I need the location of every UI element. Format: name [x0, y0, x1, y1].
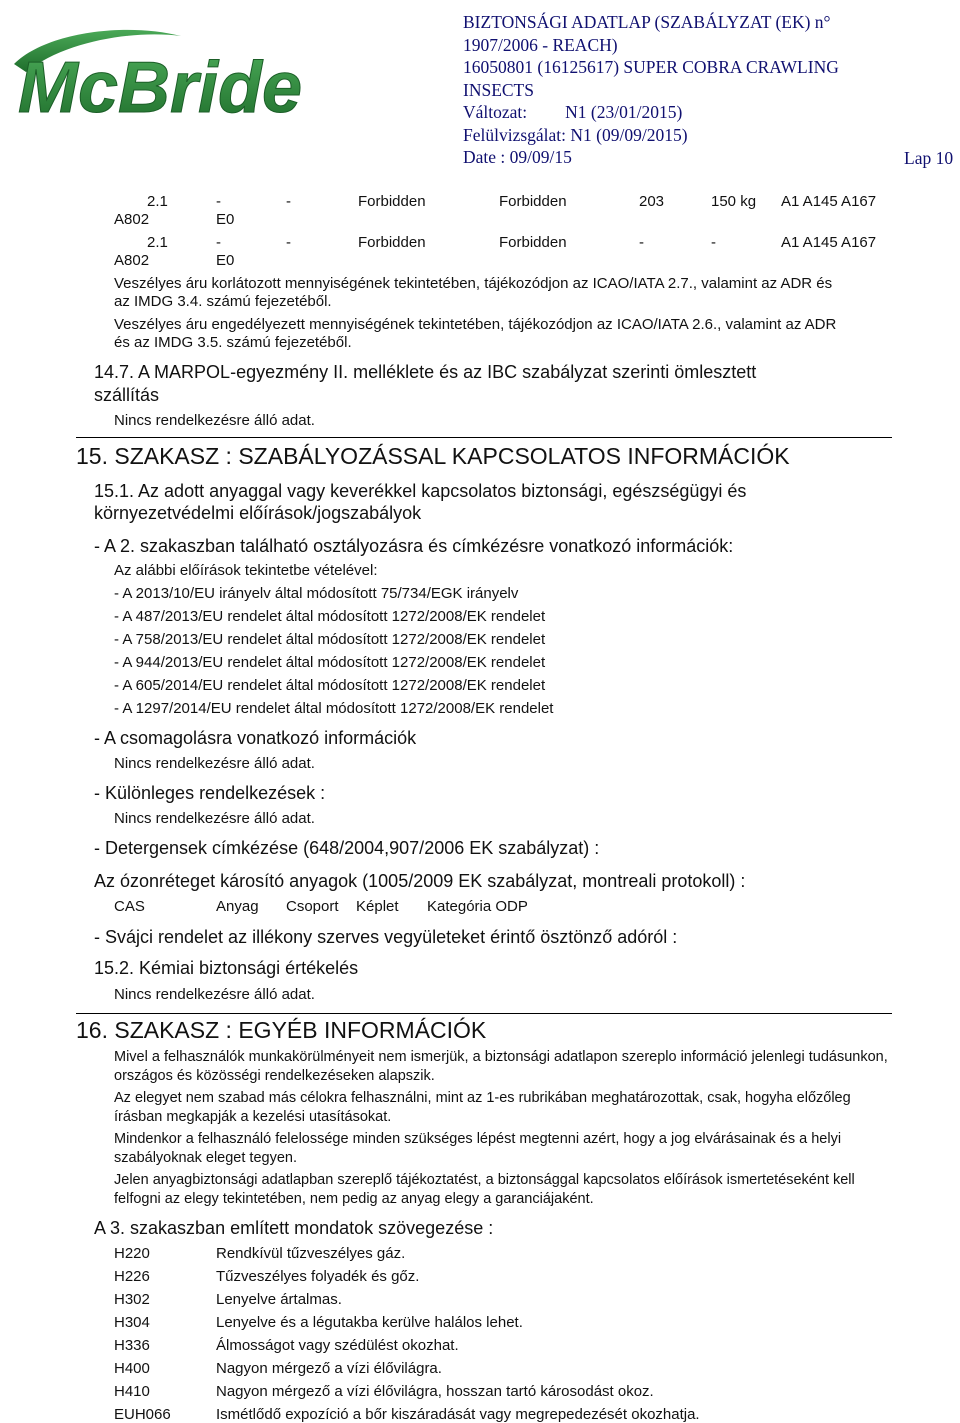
header-product-line: 16050801 (16125617) SUPER COBRA CRAWLING	[463, 57, 839, 77]
no-data-text: Nincs rendelkezésre álló adat.	[114, 412, 315, 429]
no-data-text: Nincs rendelkezésre álló adat.	[114, 810, 315, 827]
cell: -	[216, 234, 221, 251]
header-revision: Felülvizsgálat: N1 (09/09/2015)	[463, 124, 688, 145]
h-code: H302	[114, 1291, 150, 1308]
h-code: H220	[114, 1245, 150, 1262]
cell: -	[286, 193, 291, 210]
subsection-14-7-heading: 14.7. A MARPOL-egyezmény II. melléklete és az IBC szabályzat szerinti ömlesztett	[94, 362, 757, 382]
column-header: Anyag	[216, 898, 259, 915]
column-header: Kategória ODP	[427, 898, 528, 915]
section-15-title: 15. SZAKASZ : SZABÁLYOZÁSSAL KAPCSOLATOS INFORMÁCIÓK	[76, 443, 790, 469]
subsection-15-2-heading: 15.2. Kémiai biztonsági értékelés	[94, 958, 359, 978]
subsection-14-7-heading-cont: szállítás	[94, 385, 160, 405]
h-text: Tűzveszélyes folyadék és gőz.	[216, 1268, 420, 1285]
no-data-text: Nincs rendelkezésre álló adat.	[114, 755, 315, 772]
column-header: CAS	[114, 898, 145, 915]
cell: -	[711, 234, 716, 251]
ozone-heading: Az ózonréteget károsító anyagok (1005/2009 EK szabályzat, montreali protokoll) :	[94, 871, 746, 891]
subsection-15-1-heading-cont: környezetvédelmi előírások/jogszabályok	[94, 503, 422, 523]
h-code: H304	[114, 1314, 150, 1331]
detergent-heading: - Detergensek címkézése (648/2004,907/2006 EK szabályzat) :	[94, 838, 600, 858]
cell: Forbidden	[358, 234, 426, 251]
limited-quantity-note-cont: az IMDG 3.4. számú fejezetéből.	[114, 293, 332, 310]
h-text: Nagyon mérgező a vízi élővilágra, hosszan tartó károsodást okoz.	[216, 1383, 654, 1400]
list-item: - A 944/2013/EU rendelet által módosított 1272/2008/EK rendelet	[114, 654, 546, 671]
h-text: Lenyelve és a légutakba kerülve halálos lehet.	[216, 1314, 523, 1331]
cell: Forbidden	[499, 193, 567, 210]
cell-class: 2.1	[147, 193, 168, 210]
h-statements-heading: A 3. szakaszban említett mondatok szövegezése :	[94, 1218, 494, 1238]
list-item: - A 2013/10/EU irányelv által módosított 75/734/EGK irányelv	[114, 585, 519, 602]
paragraph: Az elegyet nem szabad más célokra felhasználni, mint az 1-es rubrikában meghatározottak, csak, hogyha előzőleg írásban megkapják a kezelési utasításokat.	[114, 1090, 851, 1125]
h-code: EUH066	[114, 1406, 171, 1423]
special-provisions-heading: - Különleges rendelkezések :	[94, 783, 326, 803]
cell: -	[639, 234, 644, 251]
column-header: Képlet	[356, 898, 399, 915]
header-date: Date : 09/09/15	[463, 147, 572, 167]
header-version	[463, 101, 839, 124]
h-text: Rendkívül tűzveszélyes gáz.	[216, 1245, 406, 1262]
h-text: Lenyelve ártalmas.	[216, 1291, 342, 1308]
document-header	[463, 11, 839, 169]
paragraph: Mivel a felhasználók munkakörülményeit nem ismerjük, a biztonsági adatlapon szereplo információ jelenlegi tudásunkon, országos és közösségi rendelkezéseken alapszik.	[114, 1049, 888, 1084]
cell: 203	[639, 193, 665, 210]
cell: A1 A145 A167	[781, 193, 877, 210]
section-divider	[76, 437, 892, 438]
mcbride-logo	[6, 20, 336, 126]
cell-class: 2.1	[147, 234, 168, 251]
list-item: - A 487/2013/EU rendelet által módosított 1272/2008/EK rendelet	[114, 608, 546, 625]
header-product-line2: INSECTS	[463, 79, 534, 100]
h-code: H410	[114, 1383, 150, 1400]
cell: -	[286, 234, 291, 251]
section-16-title: 16. SZAKASZ : EGYÉB INFORMÁCIÓK	[76, 1017, 487, 1043]
limited-quantity-note: Veszélyes áru korlátozott mennyiségének tekintetében, tájékozódjon az ICAO/IATA 2.7., valamint az ADR és	[114, 275, 833, 292]
cell: A1 A145 A167	[781, 234, 877, 251]
cell: A802	[114, 211, 150, 228]
cell: E0	[216, 211, 235, 228]
cell: E0	[216, 252, 235, 269]
cell: Forbidden	[358, 193, 426, 210]
h-code: H336	[114, 1337, 150, 1354]
h-text: Ismétlődő expozíció a bőr kiszáradását vagy megrepedezését okozhatja.	[216, 1406, 700, 1423]
paragraph: Jelen anyagbiztonsági adatlapban szereplő tájékoztatést, a biztonsággal kapcsolatos előírások ismertetéseként kell felfogni az elegy tekintetében, nem pedig az anyag elegy a garanciájaként.	[114, 1172, 855, 1207]
list-item: - A 758/2013/EU rendelet által módosított 1272/2008/EK rendelet	[114, 631, 546, 648]
cell: A802	[114, 252, 150, 269]
h-text: Nagyon mérgező a vízi élővilágra.	[216, 1360, 442, 1377]
version-label: Változat:	[463, 102, 528, 122]
column-header: Csoport	[286, 898, 339, 915]
logo-text: McBride	[18, 48, 303, 126]
section-divider	[76, 1013, 892, 1014]
list-item: - A 605/2014/EU rendelet által módosított 1272/2008/EK rendelet	[114, 677, 546, 694]
header-title-line2: 1907/2006 - REACH)	[463, 34, 618, 55]
list-item: - A 1297/2014/EU rendelet által módosított 1272/2008/EK rendelet	[114, 700, 554, 717]
excepted-quantity-note: Veszélyes áru engedélyezett mennyiségének tekintetében, tájékozódjon az ICAO/IATA 2.6., valamint az ADR	[114, 316, 837, 333]
packaging-heading: - A csomagolásra vonatkozó információk	[94, 728, 417, 748]
page-number: Lap 10	[904, 148, 954, 168]
classification-heading: - A 2. szakaszban található osztályozásra és címkézésre vonatkozó információk:	[94, 536, 734, 556]
h-text: Álmosságot vagy szédülést okozhat.	[216, 1337, 459, 1354]
paragraph: Mindenkor a felhasználó felelossége minden szükséges lépést megtenni azért, hogy a jog elvárásainak és a helyi szabályoknak eleget tegyen.	[114, 1131, 842, 1166]
h-code: H226	[114, 1268, 150, 1285]
subsection-15-1-heading: 15.1. Az adott anyaggal vagy keverékkel kapcsolatos biztonsági, egészségügyi és	[94, 481, 747, 501]
cell: Forbidden	[499, 234, 567, 251]
cell: 150 kg	[711, 193, 757, 210]
version-value: N1 (23/01/2015)	[565, 102, 683, 122]
regulations-intro: Az alábbi előírások tekintetbe vételével:	[114, 562, 378, 579]
swiss-voc-heading: - Svájci rendelet az illékony szerves vegyületeket érintő ösztönző adóról :	[94, 927, 678, 947]
excepted-quantity-note-cont: és az IMDG 3.5. számú fejezetéből.	[114, 334, 352, 351]
h-code: H400	[114, 1360, 150, 1377]
header-title-line1: BIZTONSÁGI ADATLAP (SZABÁLYZAT (EK) n°	[463, 12, 831, 32]
cell: -	[216, 193, 221, 210]
no-data-text: Nincs rendelkezésre álló adat.	[114, 986, 315, 1003]
